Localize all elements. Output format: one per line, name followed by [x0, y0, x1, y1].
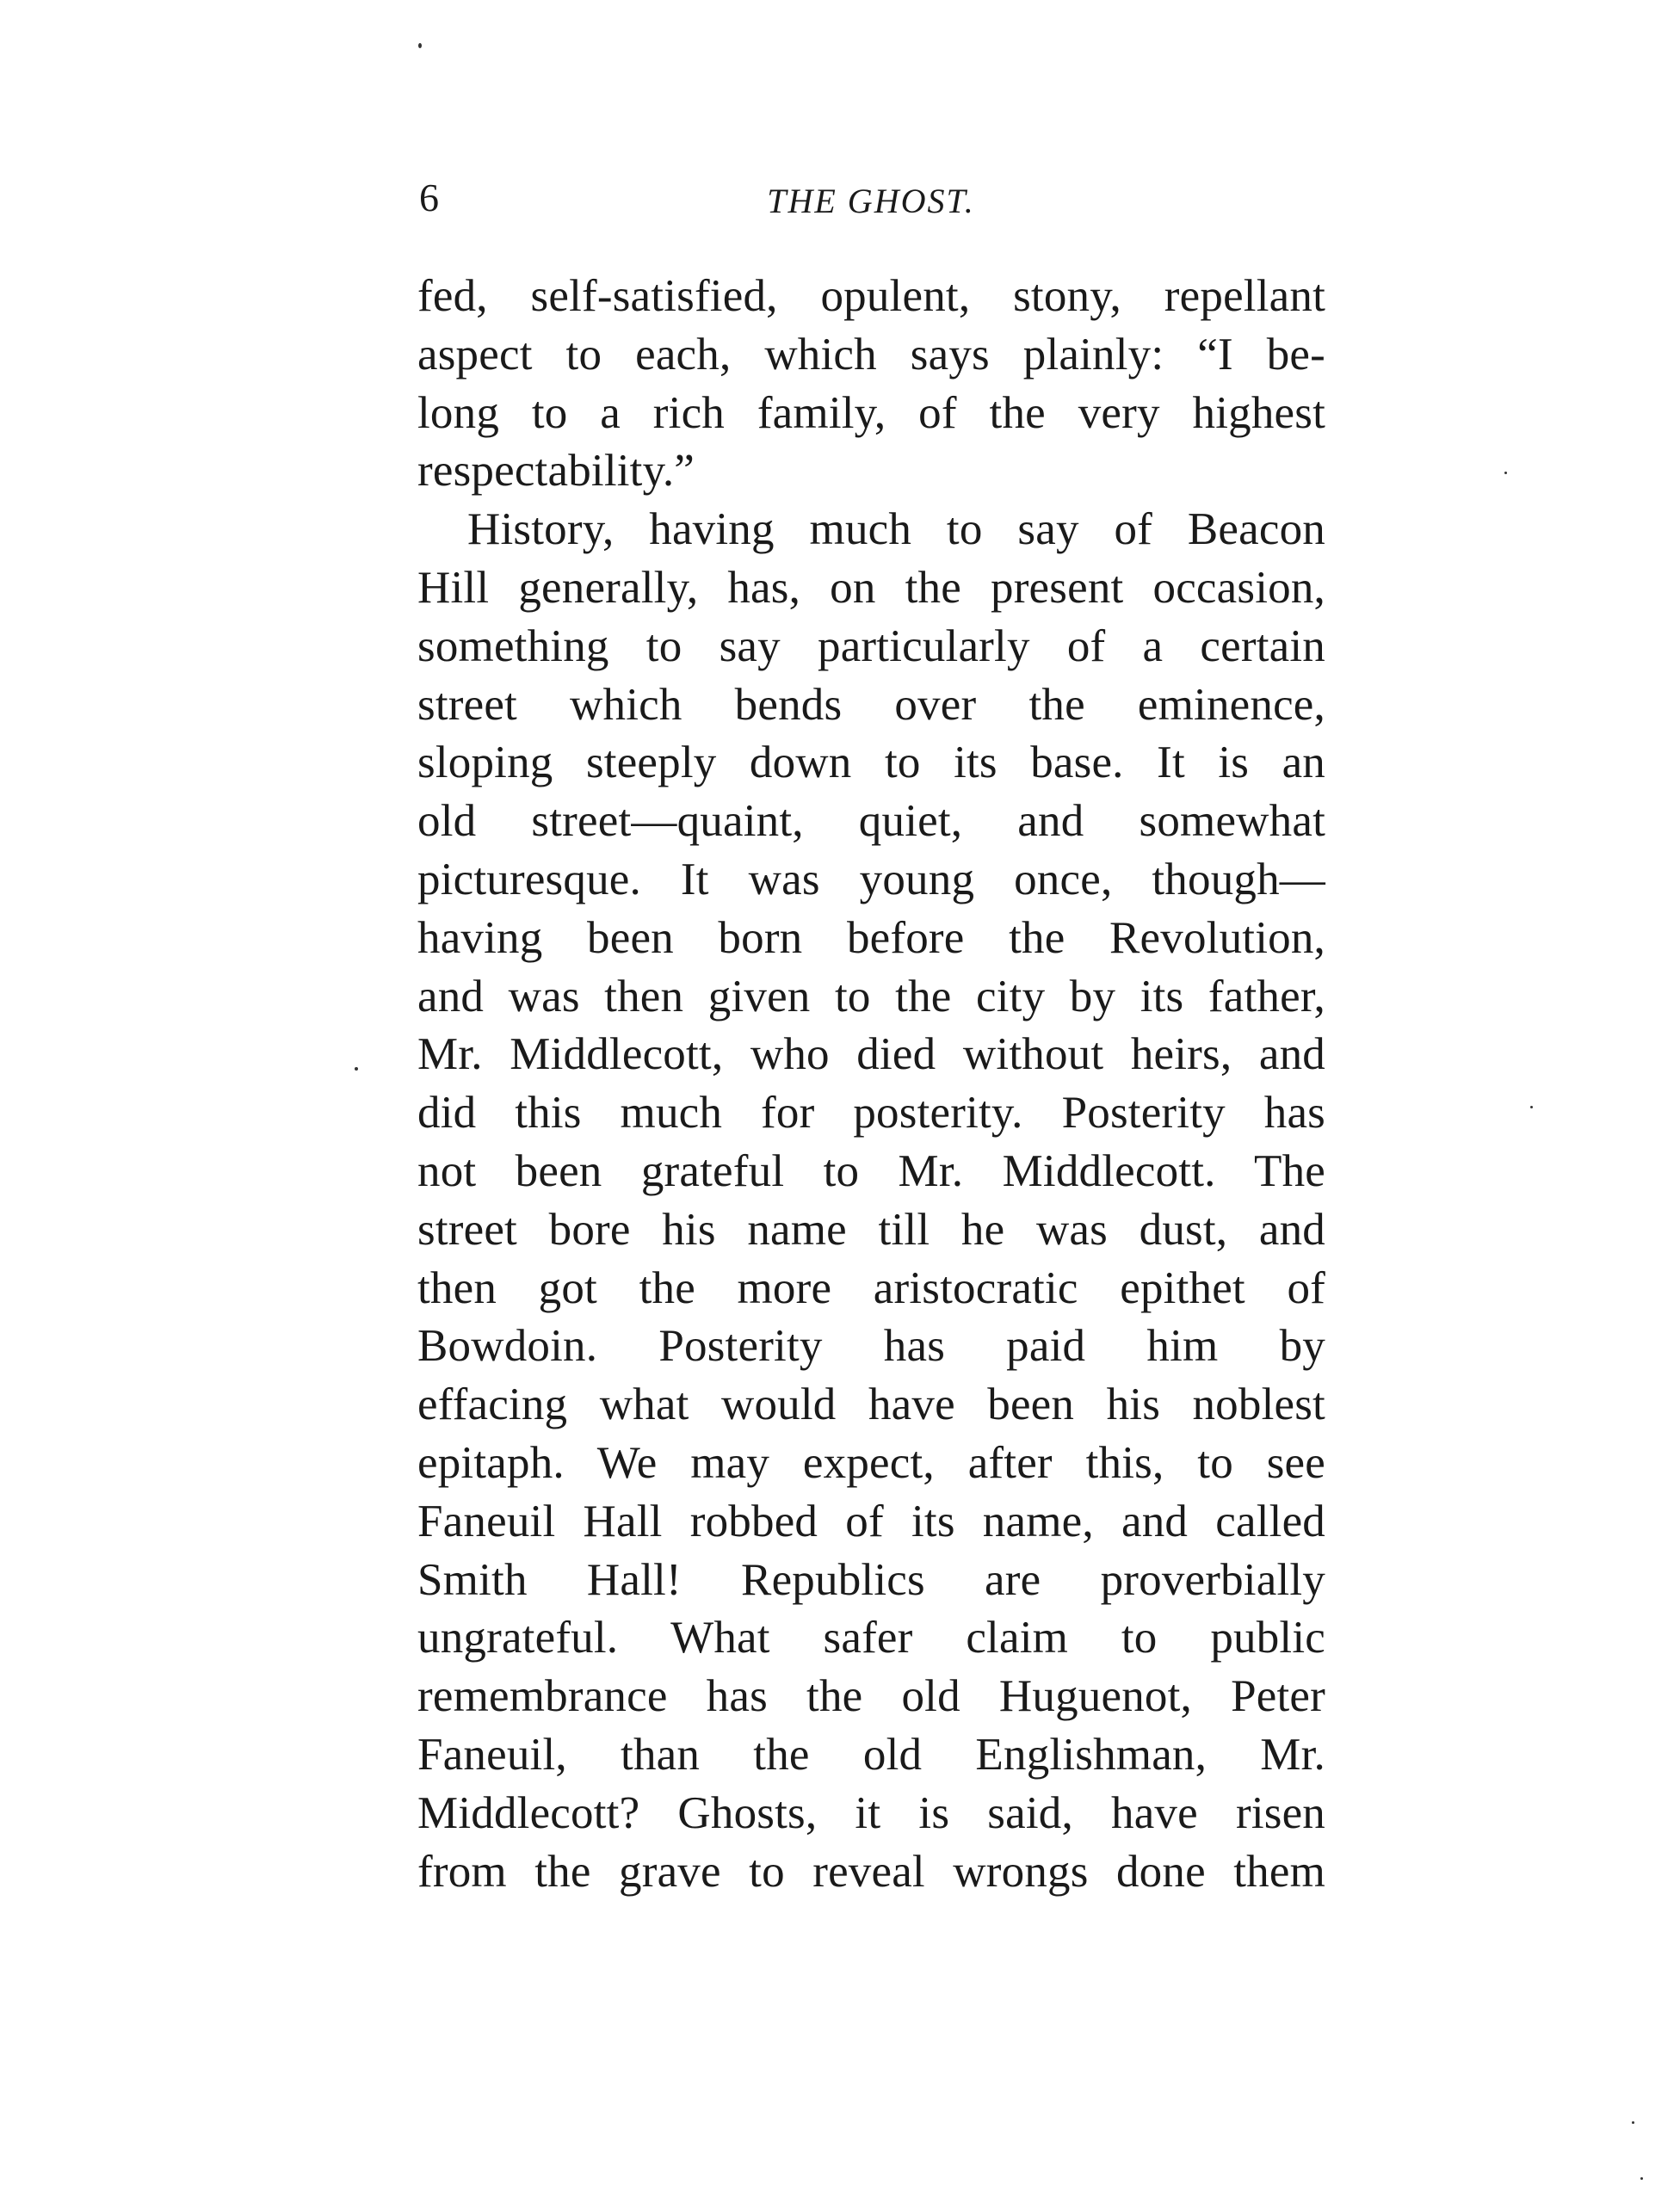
text-line: Faneuil Hall robbed of its name, and called	[417, 1496, 1325, 1546]
text-line: effacing what would have been his noblest	[417, 1379, 1325, 1430]
text-line: Hill generally, has, on the present occasion,	[417, 562, 1325, 613]
scan-speck	[1504, 472, 1507, 474]
text-line: old street—quaint, quiet, and somewhat	[417, 796, 1325, 847]
page-header	[419, 168, 1323, 228]
text-line: Middlecott? Ghosts, it is said, have risen	[417, 1787, 1325, 1838]
scan-speck	[1530, 1106, 1533, 1108]
scan-speck	[418, 43, 422, 48]
text-line: Bowdoin. Posterity has paid him by	[417, 1321, 1325, 1372]
page-number: 6	[419, 176, 439, 219]
text-line: picturesque. It was young once, though—	[417, 854, 1325, 904]
text-line: street which bends over the eminence,	[417, 679, 1325, 730]
scan-speck	[1640, 2177, 1643, 2180]
text-line: fed, self-satisfied, opulent, stony, repellant	[417, 271, 1325, 321]
text-line: epitaph. We may expect, after this, to see	[417, 1437, 1325, 1488]
text-line: did this much for posterity. Posterity has	[417, 1088, 1325, 1139]
text-line: remembrance has the old Huguenot, Peter	[417, 1671, 1325, 1722]
text-line: something to say particularly of a certain	[417, 620, 1325, 671]
scan-speck	[355, 1067, 358, 1071]
text-line: not been grateful to Mr. Middlecott. The	[417, 1145, 1325, 1196]
paragraph-start-line: History, having much to say of Beacon	[467, 504, 1325, 555]
running-title: THE GHOST.	[767, 182, 975, 220]
text-line: Smith Hall! Republics are proverbially	[417, 1554, 1325, 1605]
text-line: Faneuil, than the old Englishman, Mr.	[417, 1729, 1325, 1780]
text-line: and was then given to the city by its father,	[417, 971, 1325, 1021]
scan-speck	[1632, 2121, 1634, 2124]
body-text	[417, 268, 1325, 1901]
text-line: aspect to each, which says plainly: “I be-	[417, 329, 1325, 380]
text-line: having been born before the Revolution,	[417, 912, 1325, 963]
text-line: sloping steeply down to its base. It is an	[417, 738, 1325, 788]
text-line: then got the more aristocratic epithet of	[417, 1262, 1325, 1313]
text-line: ungrateful. What safer claim to public	[417, 1613, 1325, 1663]
text-line: long to a rich family, of the very highest	[417, 387, 1325, 438]
text-line: respectability.”	[417, 446, 695, 497]
text-line: Mr. Middlecott, who died without heirs, and	[417, 1029, 1325, 1080]
text-line: from the grave to reveal wrongs done them	[417, 1846, 1325, 1897]
text-line: street bore his name till he was dust, and	[417, 1204, 1325, 1255]
